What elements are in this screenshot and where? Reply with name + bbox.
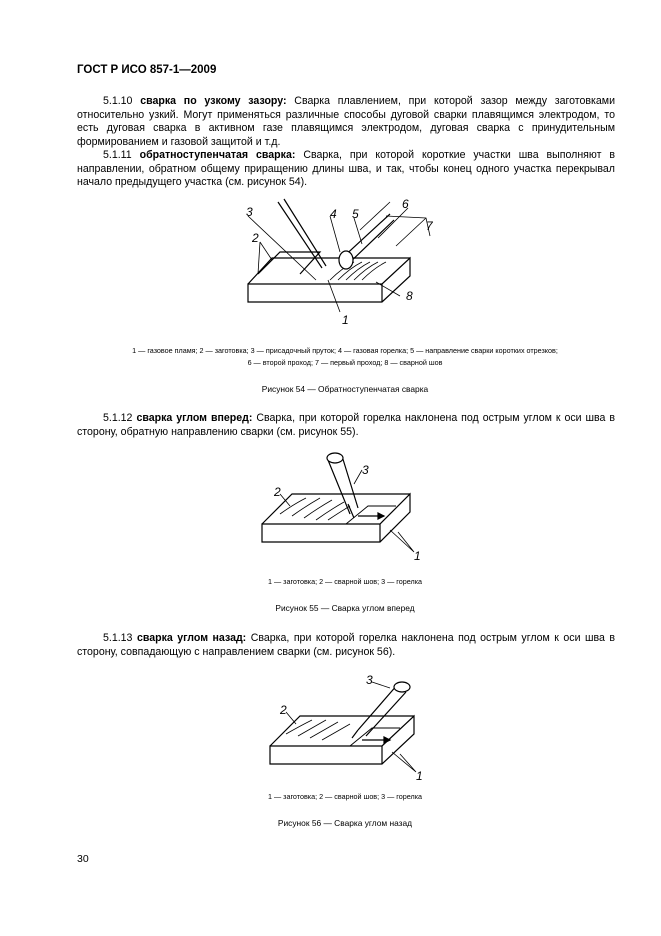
figure-54-drawing [230,196,470,336]
figure-55-caption: Рисунок 55 — Сварка углом вперед [275,603,415,613]
section-text: Сварка, при которой горелка наклонена под острым углом к оси шва в сторону, совпадающую с направлением сварки (см. рисунок 56). [77,632,615,658]
figure-56-drawing [250,672,450,788]
fig55-label-3: 3 [362,463,369,477]
fig56-label-2: 2 [280,703,287,717]
section-number: 5.1.13 [103,632,133,644]
fig55-label-2: 2 [274,485,281,499]
fig54-label-1: 1 [342,313,349,327]
fig54-label-2: 2 [252,231,259,245]
section-term: обратноступенчатая сварка: [139,149,296,161]
fig54-label-7: 7 [426,219,433,233]
section-term: сварка углом вперед: [136,412,253,424]
legend-line: 1 — газовое пламя; 2 — заготовка; 3 — присадочный пруток; 4 — газовая горелка; 5 — направление сварки коротких отрезков; [132,346,558,355]
figure-56-caption: Рисунок 56 — Сварка углом назад [277,818,413,828]
fig55-label-1: 1 [414,549,421,563]
section-5-1-11 [77,149,615,190]
section-text: Сварка, при которой короткие участки шва выполняют в направлении, обратном общему приращению длины шва, и так, чтобы конец одного участка перекрывал начало предыдущего участка (см. рисунок 54). [77,149,616,189]
section-5-1-13 [77,632,615,659]
section-number: 5.1.12 [103,412,133,424]
page-number: 30 [77,853,89,865]
fig54-label-6: 6 [402,197,409,211]
fig54-label-4: 4 [330,207,337,221]
section-5-1-12 [77,412,615,439]
section-term: сварка углом назад: [136,632,247,644]
figure-55-drawing [250,448,450,566]
fig56-label-1: 1 [416,769,423,783]
figure-55-legend: 1 — заготовка; 2 — сварной шов; 3 — горелка [267,577,423,586]
section-text: Сварка плавлением, при которой зазор между заготовками относительно узкий. Могут применяться различные способы дуговой сварки плавящимся электродом, то есть дуговая сварка в активном газе плавящимся электродом, дуговая сварка с принудительным формированием и газовой защитой и т.д. [77,95,615,148]
legend-line: 6 — второй проход; 7 — первый проход; 8 — сварной шов [247,358,443,367]
figure-54-legend [60,345,630,369]
fig56-label-3: 3 [366,673,373,687]
figure-56-legend: 1 — заготовка; 2 — сварной шов; 3 — горелка [267,792,423,801]
section-number: 5.1.11 [103,149,132,161]
fig54-label-5: 5 [352,207,359,221]
document-header: ГОСТ Р ИСО 857-1—2009 [77,64,217,76]
section-5-1-10 [77,95,615,149]
fig54-label-8: 8 [406,289,413,303]
section-term: сварка по узкому зазору: [140,95,287,107]
fig54-label-3: 3 [246,205,253,219]
section-text: Сварка, при которой горелка наклонена под острым углом к оси шва в сторону, обратную направлению сварки (см. рисунок 55). [77,412,615,438]
figure-54-caption: Рисунок 54 — Обратноступенчатая сварка [261,384,429,394]
section-number: 5.1.10 [103,95,133,107]
